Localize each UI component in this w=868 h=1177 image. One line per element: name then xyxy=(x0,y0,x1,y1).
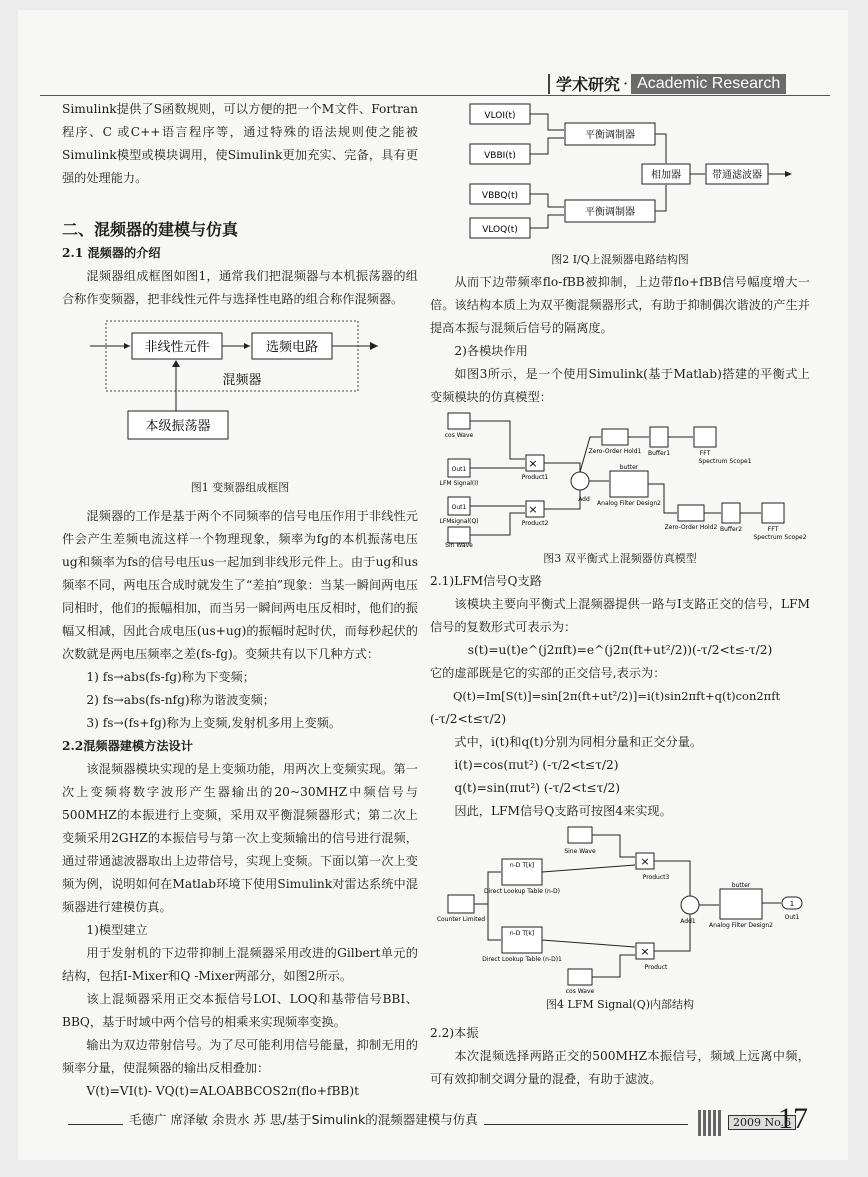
figure-2 xyxy=(430,98,810,248)
header-cn: 学术研究 xyxy=(556,75,621,94)
header-rule xyxy=(40,95,830,96)
list-item-2: 2) fs→abs(fs-nfg)称为谐波变频； xyxy=(86,693,275,707)
intro-paragraph: Simulink提供了S函数规则，可以方便的把一个M文件、Fortran程序、C 或C++语言程序等，通过特殊的语法规则使之能被Simulink模型或模块调用，使Simulink更加充实、完备，具有更强的处理能力。 xyxy=(62,102,418,185)
fig2-input-2: VBBI(t) xyxy=(484,151,516,161)
para-imag: 它的虚部既是它的实部的正交信号,表示为： xyxy=(430,666,666,680)
figure-3-caption: 图3 双平衡式上混频器仿真模型 xyxy=(543,552,697,565)
fig4-one: 1 xyxy=(789,900,795,908)
footer-stripes xyxy=(698,1110,723,1136)
fig3-sc1: Spectrum Scope1 xyxy=(698,458,752,465)
fig4-nd2: n-D T[k] xyxy=(509,930,535,937)
fig4-out: Out1 xyxy=(784,914,800,921)
page-footer xyxy=(18,1102,848,1140)
fig1-select-label: 选频电路 xyxy=(265,340,319,355)
figure-4-diagram xyxy=(430,823,810,993)
formula-1: V(t)=VI(t)- VQ(t)=ALOABBCOS2π(flo+fBB)t xyxy=(86,1084,360,1098)
module-heading: 2)各模块作用 xyxy=(454,344,528,358)
fig3-filt: Analog Filter Design2 xyxy=(597,500,661,507)
fig3-out1: Out1 xyxy=(451,466,467,473)
fig2-input-4: VLOQ(t) xyxy=(482,225,518,235)
fig2-input-3: VBBQ(t) xyxy=(481,191,519,201)
fig3-lfm1: LFM Signal(I) xyxy=(439,480,479,487)
section-title: 二、混频器的建模与仿真 xyxy=(62,220,239,239)
figure-4-caption: 图4 LFM Signal(Q)内部结构 xyxy=(545,998,695,1011)
figure-1 xyxy=(62,311,418,476)
fig4-butter: butter xyxy=(731,882,751,889)
header-dot: · xyxy=(623,74,629,93)
journal-header xyxy=(548,72,786,95)
figure-3 xyxy=(430,409,810,547)
fig1-osc-label: 本级振荡器 xyxy=(145,419,211,434)
fig4-product3-mark: × xyxy=(640,855,650,868)
formula-q2: q(t)=sin(πut²) (-τ/2<t≤τ/2) xyxy=(454,781,620,795)
figure-1-diagram xyxy=(62,311,418,476)
fig1-mixer-label: 混频器 xyxy=(222,373,262,388)
fig4-dl2: Direct Lookup Table (n-D)1 xyxy=(482,956,562,963)
formula-i: i(t)=cos(πut²) (-τ/2<t≤τ/2) xyxy=(454,758,619,772)
fig3-product2-mark: × xyxy=(528,503,538,516)
s22-heading: 2.2)本振 xyxy=(430,1026,479,1040)
fig4-p3: Product3 xyxy=(642,874,670,881)
formula-q: Q(t)=Im[S(t)]=sin[2π(ft+ut²/2)]=i(t)sin2πft+q(t)con2πft xyxy=(453,689,781,703)
fig4-prod: Product xyxy=(644,964,668,971)
fig2-input-1: VLOI(t) xyxy=(484,111,516,121)
fig4-sine: Sine Wave xyxy=(564,848,596,855)
fig3-fft2: FFT xyxy=(767,526,779,533)
fig3-p2: Product2 xyxy=(521,520,549,527)
figure-3-diagram xyxy=(430,409,810,547)
list-item-3: 3) fs→(fs+fg)称为上变频,发射机多用上变频。 xyxy=(86,716,342,730)
fig4-counter: Counter Limited xyxy=(436,916,486,923)
header-en: Academic Research xyxy=(631,74,786,94)
fig3-butter: butter xyxy=(619,464,639,471)
para-iq: 式中，i(t)和q(t)分别为同相分量和正交分量。 xyxy=(454,735,703,749)
fig3-sin: Sin Wave xyxy=(445,542,473,547)
para-22: 该混频器模块实现的是上变频功能，用两次上变频实现。第一次上变频将数字波形产生器输出的20~30MHZ中频信号与500MHZ的本振进行上变频，采用双平衡混频器形式；第二次上变频采用2GHZ的本振信号与第一次上变频输出的信号进行混频，通过带通滤波器取出上边带信号，实现上变频。下面以第一次上变频为例，说明如何在Matlab环境下使用Simulink对雷达系统中混频器进行建模仿真。 xyxy=(62,762,418,914)
subsection-22: 2.2混频器建模方法设计 xyxy=(62,739,193,753)
fig3-out1b: Out1 xyxy=(451,504,467,511)
footer-issue: 2009 No.6 xyxy=(728,1115,796,1130)
fig3-lfm2: LFMsignal(Q) xyxy=(439,518,479,525)
header-divider xyxy=(548,74,550,94)
fig3-zoh1: Zero-Order Hold1 xyxy=(588,448,642,455)
formula-range: (-τ/2<t≤τ/2) xyxy=(430,712,507,726)
figure-1-caption: 图1 变频器组成框图 xyxy=(190,481,290,494)
fig3-cos: cos Wave xyxy=(444,432,474,439)
fig3-buf2: Buffer2 xyxy=(719,526,743,533)
figure-2-diagram xyxy=(430,98,810,248)
fig3-zoh2: Zero-Order Hold2 xyxy=(664,524,718,531)
fig3-fft1: FFT xyxy=(699,450,711,457)
para-lo: 该上混频器采用正交本振信号LOI、LOQ和基带信号BBI、BBQ，基于时域中两个信号的相乘来实现频率变换。 xyxy=(62,992,418,1029)
fig3-buf1: Buffer1 xyxy=(647,450,671,457)
para-s22: 本次混频选择两路正交的500MHZ本振信号，频域上远离中频，可有效抑制交调分量的混叠，有助于滤波。 xyxy=(430,1049,810,1086)
fig2-bpf: 带通滤波器 xyxy=(712,170,762,181)
right-column xyxy=(430,98,810,1091)
para-fig4: 因此，LFM信号Q支路可按图4来实现。 xyxy=(454,804,672,818)
fig2-mixer-1: 平衡调制器 xyxy=(585,130,635,141)
para-out: 输出为双边带射信号。为了尽可能利用信号能量，抑制无用的频率分量，使混频器的输出反相叠加： xyxy=(62,1038,418,1075)
list-item-1: 1) fs→abs(fs-fg)称为下变频； xyxy=(86,670,255,684)
page-number: 17 xyxy=(778,1102,808,1135)
model-heading: 1)模型建立 xyxy=(86,923,148,937)
para-21: 混频器组成框图如图1，通常我们把混频器与本机振荡器的组合称作变频器，把非线性元件与选择性电路的组合称作混频器。 xyxy=(62,269,418,306)
figure-2-caption: 图2 I/Q上混频器电路结构图 xyxy=(551,253,689,266)
para-work: 混频器的工作是基于两个不同频率的信号电压作用于非线性元件会产生差频电流这样一个物理现象，频率为fg的本机振荡电压ug和频率为fs的信号电压us一起加到非线形元件上。由于ug和us频率不同，两电压合成时就发生了“差拍”现象：当某一瞬间两电压同相时，他们的振幅相加，而当另一瞬间两电压反相时，他们的振幅又相减，因此合成电压(us+ug)的振幅时起时伏，而每秒起伏的次数就是两电压频率之差(fs-fg)。变频共有以下几种方式： xyxy=(62,509,418,661)
fig2-mixer-2: 平衡调制器 xyxy=(585,207,635,218)
para-model: 用于发射机的下边带抑制上混频器采用改进的Gilbert单元的结构，包括I-Mixer和Q -Mixer两部分，如图2所示。 xyxy=(62,946,418,983)
fig4-product-mark: × xyxy=(640,945,650,958)
fig4-nd1: n-D T[k] xyxy=(509,862,535,869)
s21-heading: 2.1)LFM信号Q支路 xyxy=(430,574,542,588)
fig3-product1-mark: × xyxy=(528,457,538,470)
fig2-adder: 相加器 xyxy=(651,170,681,181)
footer-authors: 毛德广 席泽敏 余贵水 苏 思/基于Simulink的混频器建模与仿真 xyxy=(123,1110,484,1128)
fig4-filt: Analog Filter Design2 xyxy=(709,922,773,929)
figure-4 xyxy=(430,823,810,993)
para-s21: 该模块主要向平衡式上混频器提供一路与I支路正交的信号，LFM信号的复数形式可表示为： xyxy=(430,597,810,634)
fig4-dl1: Direct Lookup Table (n-D) xyxy=(484,888,560,895)
fig4-add: Add1 xyxy=(680,918,696,925)
fig4-cos: cos Wave xyxy=(565,988,595,993)
fig1-nonlinear-label: 非线性元件 xyxy=(144,340,210,355)
subsection-21: 2.1 混频器的介绍 xyxy=(62,246,161,260)
fig3-sc2: Spectrum Scope2 xyxy=(753,534,807,541)
para-fig2: 从而下边带频率flo-fBB被抑制，上边带flo+fBB信号幅度增大一倍。该结构本质上为双平衡混频器形式，有助于抑制偶次谐波的产生并提高本振与混频后信号的隔离度。 xyxy=(430,275,810,335)
para-module: 如图3所示，是一个使用Simulink(基于Matlab)搭建的平衡式上变频模块的仿真模型： xyxy=(430,367,810,404)
fig3-p1: Product1 xyxy=(521,474,549,481)
formula-s: s(t)=u(t)e^(j2πft)=e^(j2π(ft+ut²/2))(-τ/2<t≤-τ/2) xyxy=(467,643,773,657)
fig3-add: Add xyxy=(578,496,590,503)
left-column xyxy=(62,98,418,1103)
